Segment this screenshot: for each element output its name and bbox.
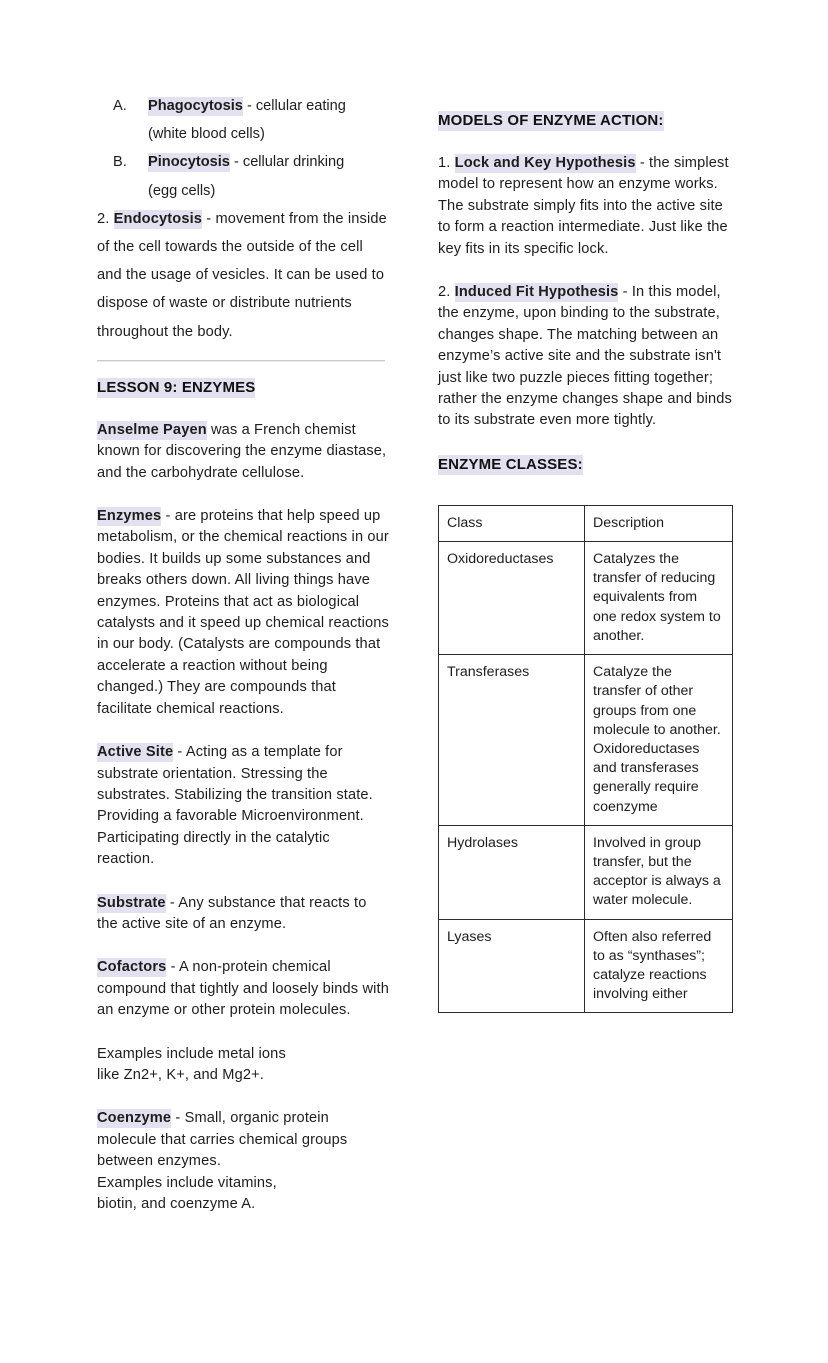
table-header-description: Description [585, 505, 733, 541]
anselme-payen-body: was a French chemist known for discovering the enzyme diastase, and the carbohydrate cellulose. [97, 421, 387, 481]
spacer [97, 398, 389, 420]
heading-lesson-9-text: LESSON 9: ENZYMES [97, 378, 256, 396]
list-item [97, 148, 389, 204]
term-induced-fit-hypothesis: Induced Fit Hypothesis [454, 284, 619, 301]
substrate-body: - Any substance that reacts to the active site of an enzyme. [97, 894, 367, 932]
pinocytosis-second-line: (egg cells) [148, 182, 216, 199]
table-cell-description: Catalyze the transfer of other groups from one molecule to another. Oxidoreductases and transferases generally require coenzyme [585, 655, 733, 826]
cofactor-examples-line-1: Examples include metal ions [97, 1045, 286, 1062]
coenzyme-body: - Small, organic protein molecule that carries chemical groups between enzymes. [97, 1110, 348, 1170]
spacer [438, 131, 734, 153]
term-pinocytosis: Pinocytosis [148, 154, 230, 171]
table-cell-description: Involved in group transfer, but the acceptor is always a water molecule. [585, 825, 733, 919]
table-cell-description: Catalyzes the transfer of reducing equivalents from one redox system to another. [585, 542, 733, 655]
section-divider [97, 360, 385, 362]
heading-lesson-9 [97, 377, 389, 398]
table-header-row [439, 505, 733, 541]
term-coenzyme: Coenzyme [97, 1110, 172, 1127]
paragraph-lock-and-key [438, 153, 734, 260]
coenzyme-examples-line-1: Examples include vitamins, [97, 1174, 277, 1191]
paragraph-enzymes [97, 506, 389, 720]
list-item [97, 92, 389, 148]
paragraph-cofactors [97, 957, 389, 1021]
induced-fit-body: - In this model, the enzyme, upon binding to the substrate, changes shape. The matching between an enzyme’s active site and the substrate isn't just like two puzzle pieces fitting together; rather the enzyme changes shape and binds to its substrate even more tightly. [438, 284, 732, 429]
paragraph-coenzyme [97, 1108, 389, 1215]
lock-and-key-body: - the simplest model to represent how an enzyme works. The substrate simply fits into the active site to form a reaction intermediate. Just like the key fits in its specific lock. [438, 155, 729, 257]
table-row [439, 919, 733, 1013]
enzymes-body: - are proteins that help speed up metabolism, or the chemical reactions in our bodies. It builds up some substances and breaks others down. All living things have enzymes. Proteins that act as biological catalysts and it speed up chemical reactions in our body. (Catalysts are compounds that accelerate a reaction without being changed.) They are compounds that facilitate chemical reactions. [97, 508, 389, 717]
term-enzymes: Enzymes [97, 508, 162, 525]
term-lock-and-key-hypothesis: Lock and Key Hypothesis [454, 155, 636, 171]
enzyme-classes-table [438, 505, 733, 1013]
table-row [439, 655, 733, 826]
list-marker-a: A. [113, 98, 127, 114]
table-row [439, 825, 733, 919]
left-column [97, 92, 389, 1215]
term-endocytosis: Endocytosis [113, 210, 203, 227]
table-cell-class: Lyases [439, 919, 585, 1013]
term-anselme-payen: Anselme Payen [97, 421, 207, 438]
paragraph-endocytosis [97, 205, 389, 346]
phagocytosis-pinocytosis-list [97, 92, 389, 205]
spacer [97, 720, 389, 742]
term-substrate: Substrate [97, 894, 166, 911]
table-cell-class: Hydrolases [439, 825, 585, 919]
spacer [97, 1086, 389, 1108]
spacer [97, 871, 389, 893]
term-phagocytosis-definition: - cellular eating [242, 98, 346, 114]
lock-and-key-number: 1. [438, 155, 455, 171]
right-column [438, 110, 734, 1013]
heading-enzyme-classes-text: ENZYME CLASSES: [438, 455, 583, 473]
active-site-body: - Acting as a template for substrate orientation. Stressing the substrates. Stabilizing the transition state. Providing a favorable Microenvironment. Participating directly in the catalytic reaction. [97, 744, 373, 868]
paragraph-induced-fit [438, 282, 734, 432]
heading-enzyme-classes [438, 454, 734, 475]
paragraph-anselme-payen [97, 420, 389, 484]
term-phagocytosis: Phagocytosis [148, 98, 243, 114]
endocytosis-number: 2. [97, 210, 114, 227]
spacer [97, 935, 389, 957]
paragraph-cofactor-examples [97, 1044, 389, 1087]
spacer [438, 475, 734, 505]
spacer [97, 1022, 389, 1044]
table-cell-class: Oxidoreductases [439, 542, 585, 655]
table-row [439, 542, 733, 655]
paragraph-active-site [97, 742, 389, 870]
spacer [438, 432, 734, 454]
spacer [438, 260, 734, 282]
phagocytosis-second-line: (white blood cells) [148, 126, 265, 143]
term-active-site: Active Site [97, 744, 174, 761]
spacer [97, 484, 389, 506]
table-header-class: Class [439, 505, 585, 541]
paragraph-substrate [97, 893, 389, 936]
list-marker-b: B. [113, 154, 127, 171]
heading-models-text: MODELS OF ENZYME ACTION: [438, 112, 664, 129]
cofactors-body: - A non-protein chemical compound that tightly and loosely binds with an enzyme or other protein molecules. [97, 959, 389, 1019]
table-cell-description: Often also referred to as “synthases”; catalyze reactions involving either [585, 919, 733, 1013]
term-cofactors: Cofactors [97, 959, 167, 976]
coenzyme-examples-line-2: biotin, and coenzyme A. [97, 1196, 256, 1213]
cofactor-examples-line-2: like Zn2+, K+, and Mg2+. [97, 1066, 264, 1083]
heading-models-of-enzyme-action [438, 110, 734, 131]
endocytosis-body: - movement from the inside of the cell towards the outside of the cell and the usage of vesicles. It can be used to dispose of waste or distribute nutrients throughout the body. [97, 210, 387, 340]
table-cell-class: Transferases [439, 655, 585, 826]
term-pinocytosis-definition: - cellular drinking [229, 154, 345, 171]
induced-fit-number: 2. [438, 284, 455, 301]
